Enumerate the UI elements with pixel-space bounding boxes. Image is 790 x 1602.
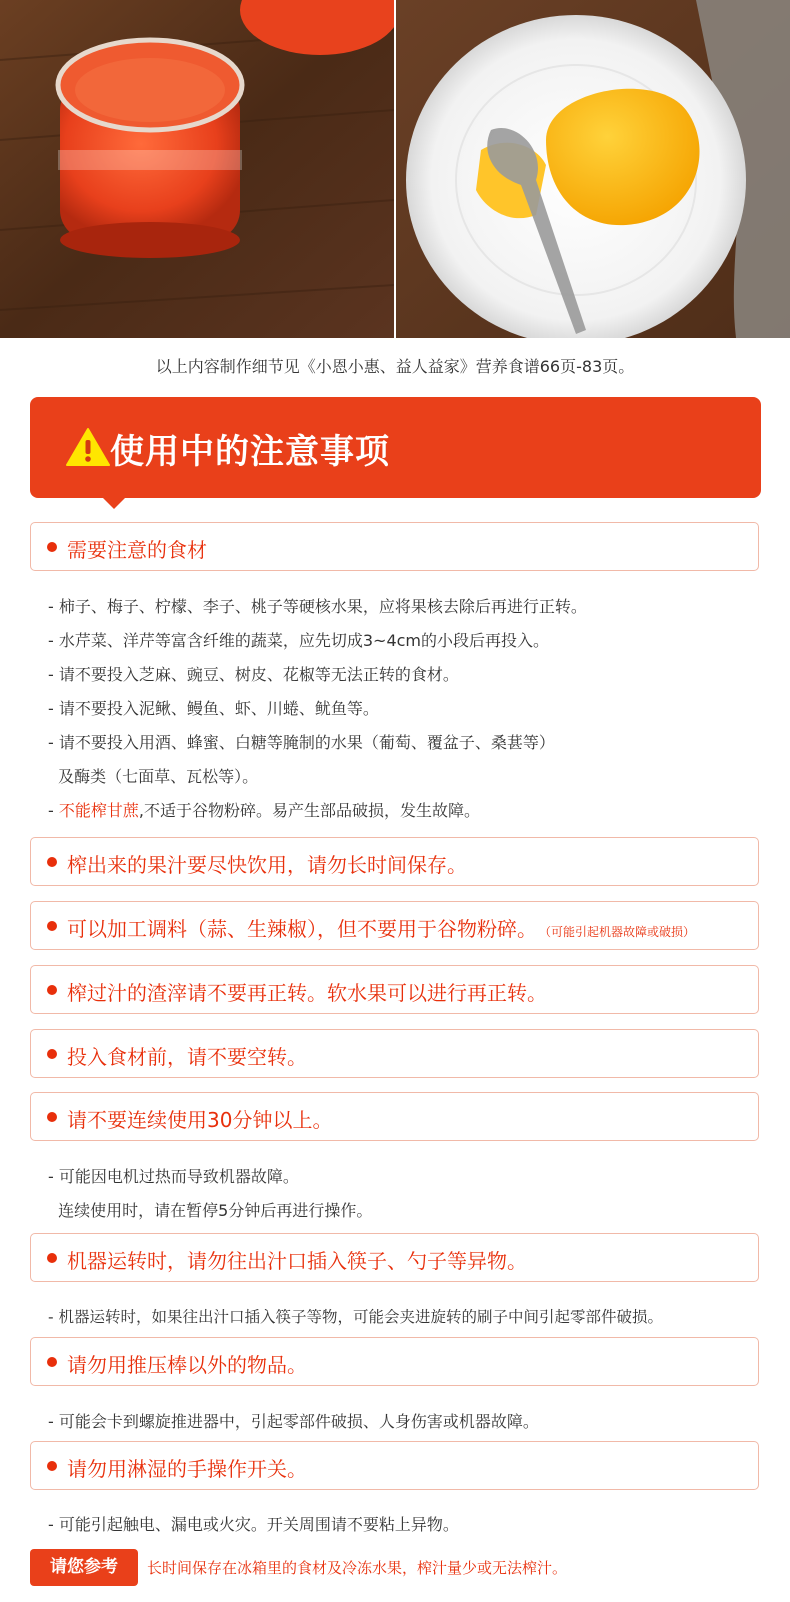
- section-wet-hands: [30, 1441, 759, 1490]
- section-30-minutes: [30, 1092, 759, 1141]
- reference-label: 请您参考: [30, 1549, 138, 1586]
- section-title: 请勿用淋湿的手操作开关。: [67, 1457, 307, 1481]
- banner-title: 使用中的注意事项: [110, 432, 390, 472]
- section-title: 投入食材前，请不要空转。: [67, 1045, 307, 1069]
- warning-triangle-icon: [66, 427, 110, 471]
- photo-strip: [0, 0, 790, 338]
- section-title: 机器运转时，请勿往出汁口插入筷子、勺子等异物。: [67, 1249, 527, 1273]
- sugarcane-note: [48, 798, 480, 821]
- note-line: - 请不要投入泥鳅、鳗鱼、虾、川蜷、鱿鱼等。: [48, 699, 379, 718]
- bullet-dot: [47, 1253, 57, 1263]
- section-title: 榨出来的果汁要尽快饮用，请勿长时间保存。: [67, 853, 467, 877]
- section-title: 请勿用推压棒以外的物品。: [67, 1353, 307, 1377]
- note-line: - 可能引起触电、漏电或火灾。开关周围请不要粘上异物。: [48, 1515, 459, 1534]
- bullet-dot: [47, 1357, 57, 1367]
- bullet-dot: [47, 542, 57, 552]
- sugarcane-highlight: 不能榨甘蔗: [58, 801, 139, 820]
- section-title-note: （可能引起机器故障或破损）: [545, 925, 696, 939]
- bullet-dot: [47, 921, 57, 931]
- section-title-main: 可以加工调料（蒜、生辣椒），但不要用于谷物粉碎。: [67, 917, 537, 941]
- bullet-dot: [47, 1049, 57, 1059]
- banner-pointer: [102, 497, 126, 509]
- section-pulp: [30, 965, 759, 1014]
- line-dash: -: [48, 801, 59, 820]
- sugarcane-rest: ,不适于谷物粉碎。易产生部品破损，发生故障。: [138, 801, 480, 820]
- tomato-juice-photo: [0, 0, 394, 338]
- bullet-dot: [47, 1461, 57, 1471]
- section-title: [67, 913, 695, 942]
- bullet-dot: [47, 1112, 57, 1122]
- bullet-dot: [47, 985, 57, 995]
- note-line: - 请不要投入芝麻、豌豆、树皮、花椒等无法正转的食材。: [48, 665, 459, 684]
- note-line: - 可能会卡到螺旋推进器中，引起零部件破损、人身伤害或机器故障。: [48, 1412, 539, 1431]
- note-line: - 柿子、梅子、柠檬、李子、桃子等硬核水果，应将果核去除后再进行正转。: [48, 597, 587, 616]
- warning-banner: [30, 397, 761, 498]
- section-seasoning: [30, 901, 759, 950]
- bullet-dot: [47, 857, 57, 867]
- note-line: - 请不要投入用酒、蜂蜜、白糖等腌制的水果（葡萄、覆盆子、桑葚等）: [48, 733, 555, 752]
- note-line: - 水芹菜、洋芹等富含纤维的蔬菜，应先切成3~4cm的小段后再投入。: [48, 631, 550, 650]
- section-drink-fresh: [30, 837, 759, 886]
- note-line: - 可能因电机过热而导致机器故障。: [48, 1167, 299, 1186]
- note-line: 连续使用时，请在暂停5分钟后再进行操作。: [48, 1201, 373, 1220]
- section-title: 榨过汁的渣滓请不要再正转。软水果可以进行再正转。: [67, 981, 547, 1005]
- section-title: 需要注意的食材: [67, 538, 207, 562]
- note-line: 及酶类（七面草、瓦松等）。: [48, 767, 259, 786]
- section-no-idle: [30, 1029, 759, 1078]
- section-ingredients: [30, 522, 759, 571]
- reference-text: 长时间保存在冰箱里的食材及冷冻水果，榨汁量少或无法榨汁。: [147, 1559, 568, 1577]
- section-foreign-objects: [30, 1233, 759, 1282]
- section-title: 请不要连续使用30分钟以上。: [67, 1108, 333, 1132]
- mango-jelly-photo: [396, 0, 790, 338]
- recipe-reference-caption: 以上内容制作细节见《小恩小惠、益人益家》营养食谱66页-83页。: [155, 357, 635, 376]
- section-pusher: [30, 1337, 759, 1386]
- note-line: - 机器运转时，如果往出汁口插入筷子等物，可能会夹进旋转的刷子中间引起零部件破损。: [48, 1308, 664, 1326]
